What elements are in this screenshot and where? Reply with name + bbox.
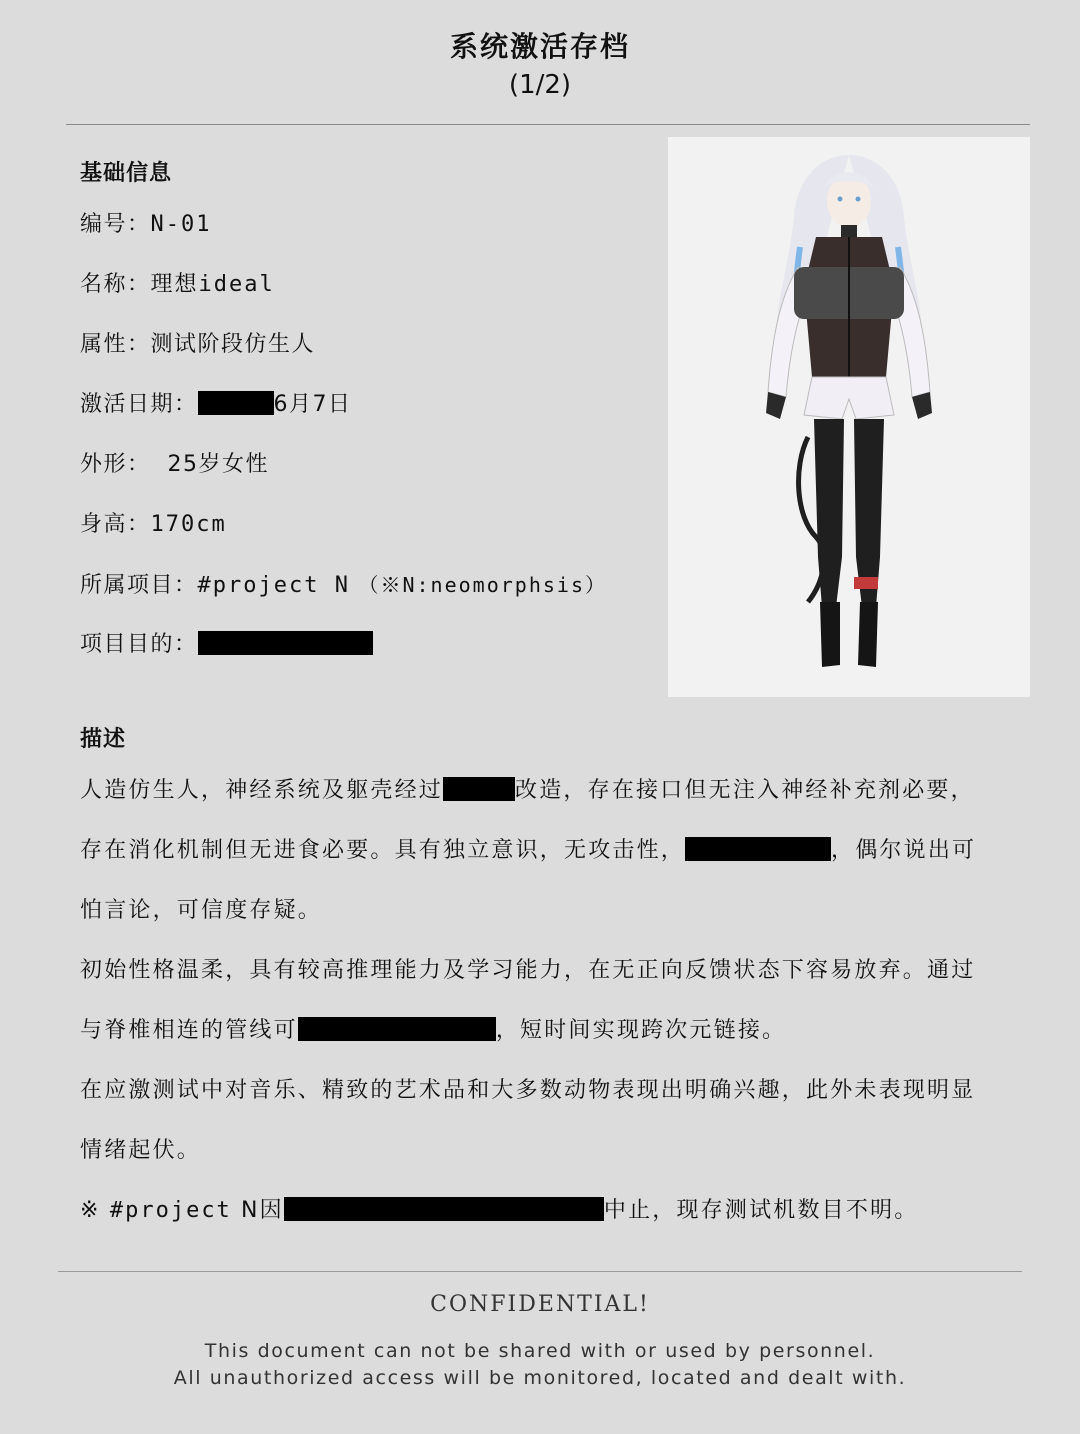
info-activation-value: 6月7日	[273, 392, 352, 417]
desc-text: 人造仿生人，神经系统及躯壳经过	[80, 778, 444, 803]
basic-info-heading: 基础信息	[80, 161, 173, 186]
note-end: 中止，现存测试机数目不明。	[603, 1198, 919, 1223]
info-activation-date	[80, 390, 352, 420]
document-title: 系统激活存档	[449, 30, 630, 63]
info-project	[80, 570, 607, 601]
description-note	[80, 1196, 1010, 1226]
info-name-label: 名称：	[80, 272, 151, 297]
info-attribute-value: 测试阶段仿生人	[150, 332, 316, 357]
character-illustration	[668, 137, 1030, 697]
description-line-3: 怕言论，可信度存疑。	[80, 898, 323, 923]
info-project-note: （※N:neomorphsis）	[358, 573, 608, 597]
info-project-label: 所属项目：	[80, 573, 198, 598]
info-height-label: 身高：	[80, 512, 151, 537]
info-id	[80, 210, 212, 240]
info-purpose	[80, 630, 373, 660]
info-attribute-label: 属性：	[80, 332, 151, 357]
desc-text: ，偶尔说出可	[831, 838, 977, 863]
desc-text: 存在消化机制但无进食必要。具有独立意识，无攻击性，	[80, 838, 686, 863]
info-id-value: N-01	[150, 212, 212, 237]
info-name-value: 理想ideal	[150, 272, 275, 297]
redaction-block	[443, 777, 515, 801]
note-n: N因	[241, 1198, 284, 1223]
info-attribute	[80, 330, 315, 360]
info-purpose-label: 项目目的：	[80, 632, 198, 657]
info-id-label: 编号：	[80, 212, 151, 237]
footer-disclaimer-2: All unauthorized access will be monitored, located and dealt with.	[173, 1367, 907, 1389]
redaction-block	[685, 837, 831, 861]
redaction-block	[198, 391, 274, 415]
desc-text: 与脊椎相连的管线可	[80, 1018, 298, 1043]
description-line-1	[80, 776, 1010, 806]
character-portrait	[668, 137, 1030, 697]
description-line-5	[80, 1016, 1010, 1046]
description-line-7: 情绪起伏。	[80, 1138, 202, 1163]
description-line-6: 在应激测试中对音乐、精致的艺术品和大多数动物表现出明确兴趣，此外未表现明显	[80, 1078, 976, 1103]
description-line-4: 初始性格温柔，具有较高推理能力及学习能力，在无正向反馈状态下容易放弃。通过	[80, 958, 976, 983]
info-appearance	[80, 450, 269, 480]
redaction-block	[284, 1197, 604, 1221]
info-appearance-value: 25岁女性	[167, 452, 270, 477]
redaction-block	[198, 631, 373, 655]
info-height	[80, 510, 227, 540]
top-divider	[66, 124, 1030, 125]
info-project-value: #project N	[197, 573, 350, 598]
info-activation-label: 激活日期：	[80, 392, 198, 417]
info-name	[80, 270, 275, 300]
description-line-2	[80, 836, 1010, 866]
page-indicator: (1/2)	[508, 70, 572, 100]
description-heading: 描述	[80, 727, 127, 752]
confidential-label: CONFIDENTIAL!	[430, 1292, 650, 1317]
footer-disclaimer-1: This document can not be shared with or used by personnel.	[204, 1340, 876, 1362]
note-project: #project	[109, 1198, 232, 1223]
info-height-value: 170cm	[150, 512, 227, 537]
note-mark: ※	[80, 1198, 101, 1223]
desc-text: 改造，存在接口但无注入神经补充剂必要，	[515, 778, 975, 803]
info-appearance-label: 外形：	[80, 452, 151, 477]
redaction-block	[298, 1017, 496, 1041]
bottom-divider	[58, 1271, 1022, 1272]
desc-text: ，短时间实现跨次元链接。	[495, 1018, 787, 1043]
